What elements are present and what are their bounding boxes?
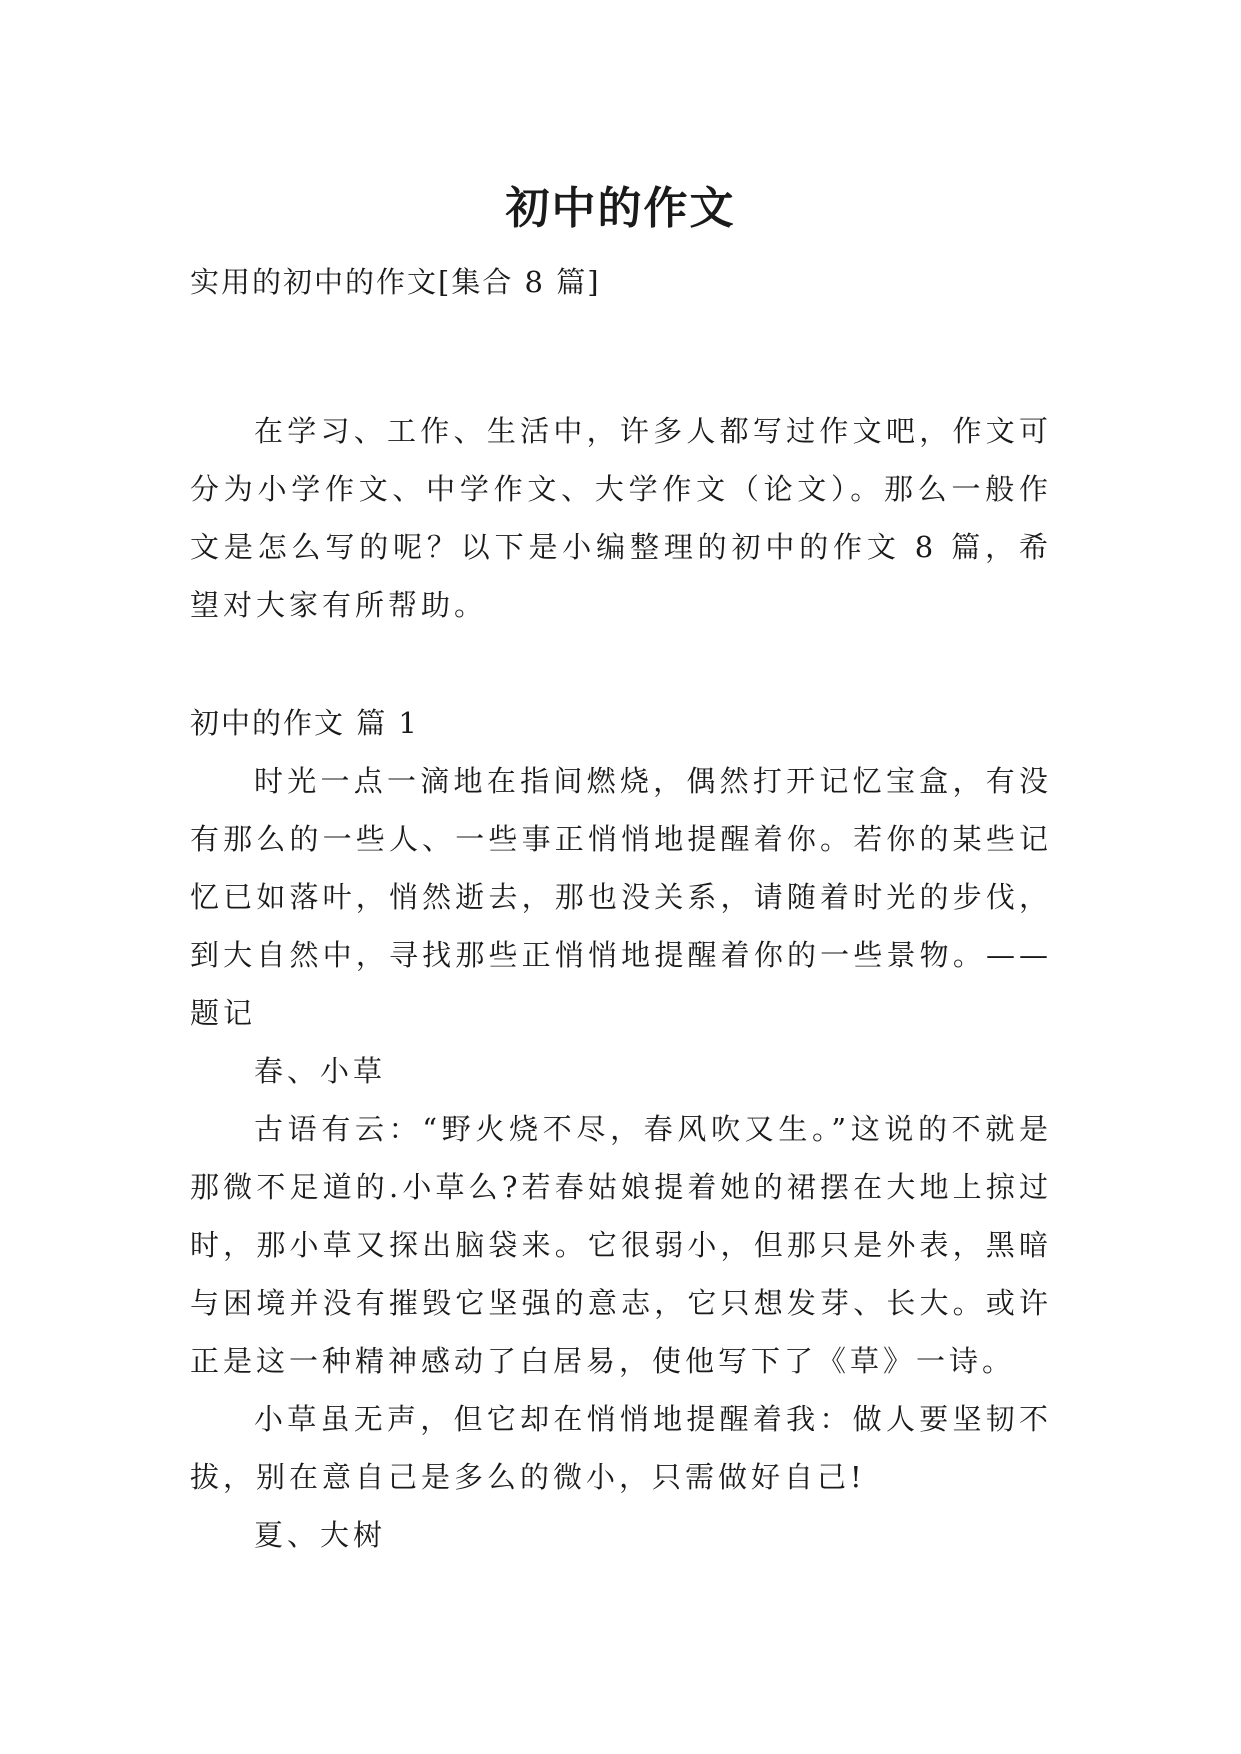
article-paragraph: 小草虽无声，但它却在悄悄地提醒着我：做人要坚韧不拔，别在意自己是多么的微小，只需做好自己! xyxy=(190,1402,1052,1494)
article-paragraph: 古语有云：“野火烧不尽，春风吹又生。”这说的不就是那微不足道的.小草么?若春姑娘提着她的裙摆在大地上掠过时，那小草又探出脑袋来。它很弱小，但那只是外表，黑暗与困境并没有摧毁它坚强的意志，它只想发芽、长大。或许正是这一种精神感动了白居易，使他写下了《草》一诗。 xyxy=(190,1112,1052,1378)
intro-section xyxy=(190,402,1052,634)
document-subtitle: 实用的初中的作文[集合 8 篇] xyxy=(190,265,601,299)
article-paragraph: 时光一点一滴地在指间燃烧，偶然打开记忆宝盒，有没有那么的一些人、一些事正悄悄地提醒着你。若你的某些记忆已如落叶，悄然逝去，那也没关系，请随着时光的步伐，到大自然中，寻找那些正悄悄地提醒着你的一些景物。——题记 xyxy=(190,764,1052,1030)
article-heading: 初中的作文 篇 1 xyxy=(190,706,419,740)
article-section xyxy=(190,694,1052,1564)
intro-paragraph: 在学习、工作、生活中，许多人都写过作文吧，作文可分为小学作文、中学作文、大学作文（论文）。那么一般作文是怎么写的呢？以下是小编整理的初中的作文 8 篇，希望对大家有所帮助。 xyxy=(190,414,1052,622)
section-subheading-spring: 春、小草 xyxy=(254,1054,387,1088)
section-subheading-summer: 夏、大树 xyxy=(254,1518,387,1552)
document-title: 初中的作文 xyxy=(505,183,736,235)
